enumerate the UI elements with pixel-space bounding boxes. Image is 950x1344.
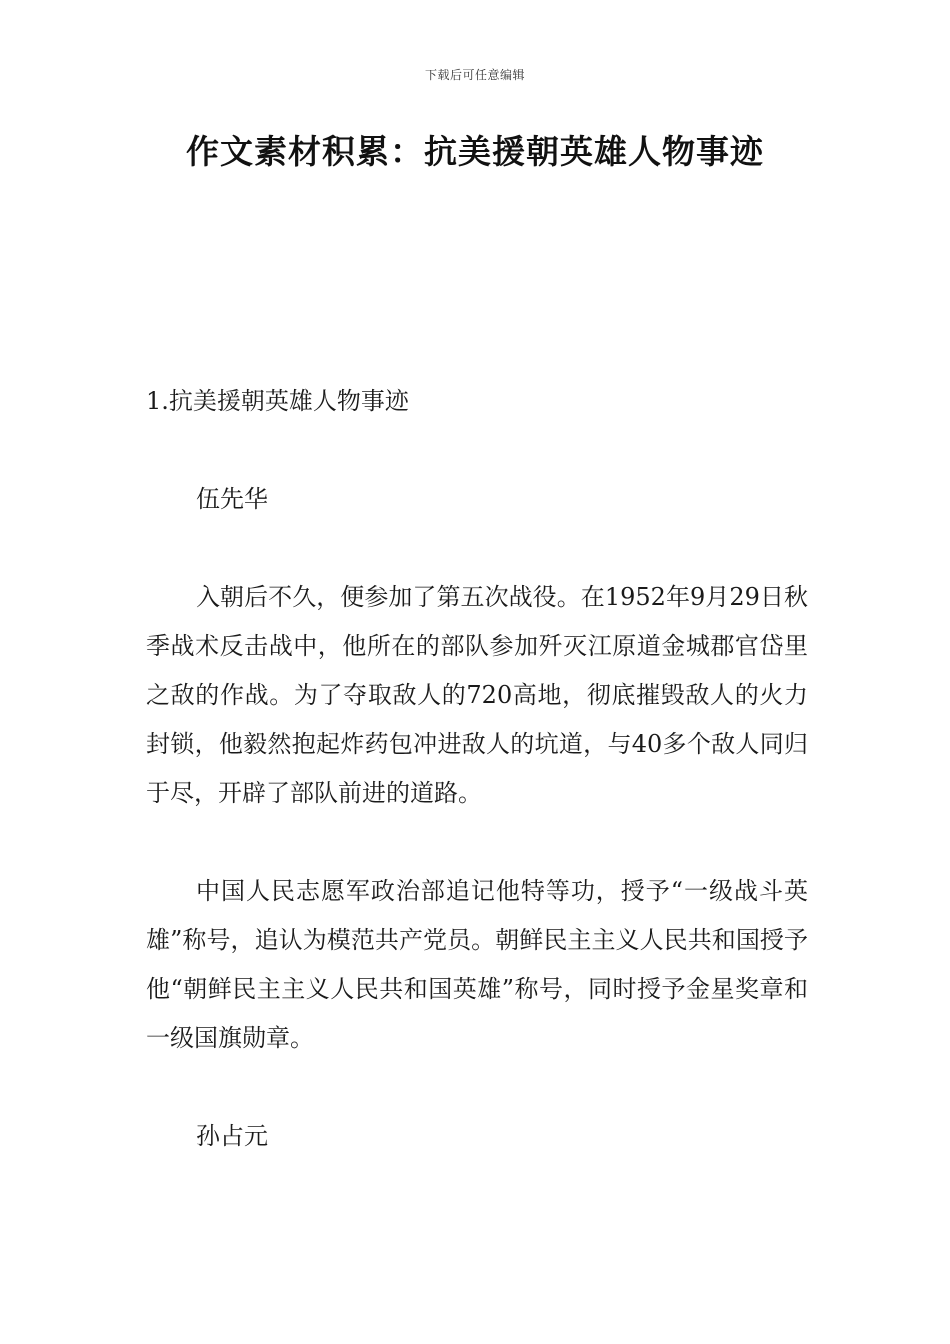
document-body bbox=[146, 377, 808, 1161]
section-heading: 1.抗美援朝英雄人物事迹 bbox=[146, 387, 409, 415]
header-note: 下载后可任意编辑 bbox=[424, 68, 525, 82]
hero-1-paragraph-1: 入朝后不久，便参加了第五次战役。在1952年9月29日秋季战术反击战中，他所在的部队参加歼灭江原道金城郡官岱里之敌的作战。为了夺取敌人的720高地，彻底摧毁敌人的火力封锁，他毅然抱起炸药包冲进敌人的坑道，与40多个敌人同归于尽，开辟了部队前进的道路。 bbox=[146, 583, 808, 807]
hero-name-2: 孙占元 bbox=[196, 1122, 268, 1150]
hero-name-1: 伍先华 bbox=[196, 485, 268, 513]
document-title: 作文素材积累：抗美援朝英雄人物事迹 bbox=[186, 132, 764, 171]
hero-1-paragraph-2: 中国人民志愿军政治部追记他特等功，授予“一级战斗英雄”称号，追认为模范共产党员。朝鲜民主主义人民共和国授予他“朝鲜民主主义人民共和国英雄”称号，同时授予金星奖章和一级国旗勋章。 bbox=[146, 877, 808, 1052]
